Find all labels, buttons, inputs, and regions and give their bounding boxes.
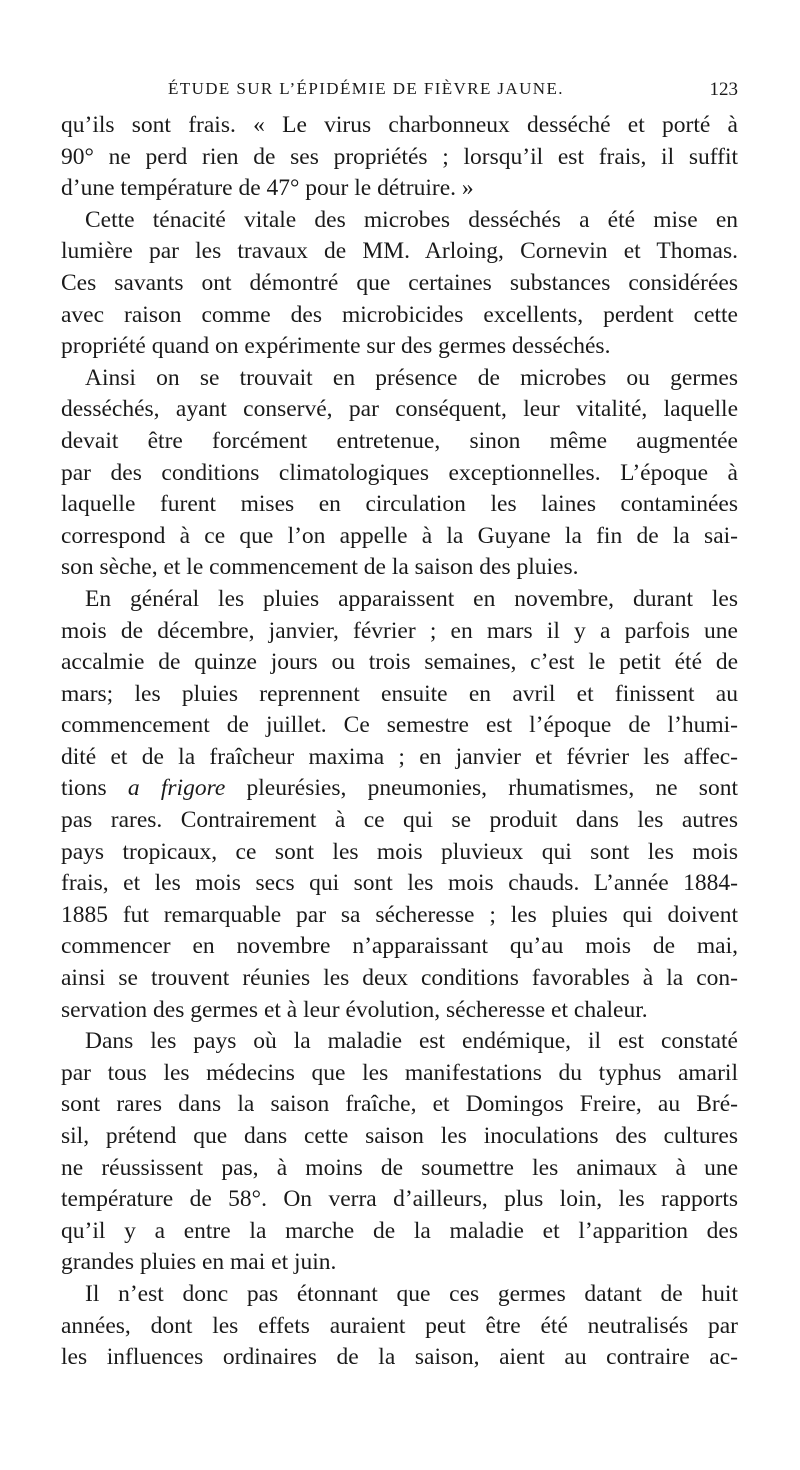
page-header	[168, 79, 738, 105]
text-line: 90° ne perd rien de ses propriétés ; lorsqu’il est frais, il suffit	[61, 143, 738, 170]
text-line: qu’ils sont frais. « Le virus charbonneux desséché et porté à	[61, 112, 738, 138]
text-line: commencement de juillet. Ce semestre est l’époque de l’humi-	[61, 712, 738, 739]
text-line: lumière par les travaux de MM. Arloing, Cornevin et Thomas.	[61, 238, 738, 265]
text-line: qu’il y a entre la marche de la maladie et l’apparition des	[61, 1217, 738, 1244]
text-line: ne réussissent pas, à moins de soumettre les animaux à une	[61, 1154, 738, 1181]
text-line: dité et de la fraîcheur maxima ; en janvier et février les affec-	[61, 743, 738, 770]
text-line: 1885 fut remarquable par sa sécheresse ; les pluies qui doivent	[61, 901, 738, 928]
text-line: température de 58°. On verra d’ailleurs, plus loin, les rapports	[61, 1186, 738, 1213]
text-line: Ainsi on se trouvait en présence de microbes ou germes	[85, 364, 738, 391]
text-line: accalmie de quinze jours ou trois semaines, c’est le petit été de	[61, 649, 738, 676]
text-line: sil, prétend que dans cette saison les inoculations des cultures	[61, 1123, 738, 1149]
text-line: servation des germes et à leur évolution, sécheresse et chaleur.	[61, 996, 648, 1023]
text-line: ainsi se trouvent réunies les deux conditions favorables à la con-	[61, 965, 738, 992]
text-line	[61, 773, 738, 805]
text-line: pas rares. Contrairement à ce qui se produit dans les autres	[61, 807, 738, 834]
text-line: frais, et les mois secs qui sont les mois chauds. L’année 1884-	[61, 870, 738, 897]
text-line: propriété quand on expérimente sur des germes desséchés.	[61, 333, 611, 360]
text-line: Cette ténacité vitale des microbes desséchés a été mise en	[85, 206, 738, 233]
text-line: sont rares dans la saison fraîche, et Domingos Freire, au Bré-	[61, 1091, 738, 1118]
text-line: années, dont les effets auraient peut être été neutralisés par	[61, 1312, 738, 1339]
text-line: commencer en novembre n’apparaissant qu’au mois de mai,	[61, 933, 738, 960]
text-line: pays tropicaux, ce sont les mois pluvieux qui sont les mois	[61, 838, 738, 865]
text-line: laquelle furent mises en circulation les laines contaminées	[61, 491, 738, 518]
text-line: Il n’est donc pas étonnant que ces germes datant de huit	[85, 1280, 738, 1307]
text-line: par tous les médecins que les manifestations du typhus amaril	[61, 1059, 738, 1086]
text-line: desséchés, ayant conservé, par conséquent, leur vitalité, laquelle	[61, 396, 738, 423]
text-line: avec raison comme des microbicides excellents, perdent cette	[61, 301, 738, 328]
italic-phrase: a frigore	[127, 775, 226, 802]
text-line: devait être forcément entretenue, sinon même augmentée	[61, 427, 738, 454]
running-title: ÉTUDE SUR L’ÉPIDÉMIE DE FIÈVRE JAUNE.	[168, 79, 564, 98]
text-line: les influences ordinaires de la saison, aient au contraire ac-	[61, 1344, 738, 1371]
text-segment: pleurésies, pneumonies, rhumatismes, ne sont	[225, 775, 738, 802]
body-text	[61, 110, 738, 1374]
text-line: Dans les pays où la maladie est endémique, il est constaté	[85, 1028, 738, 1055]
text-line: grandes pluies en mai et juin.	[61, 1249, 337, 1276]
text-line: En général les pluies apparaissent en novembre, durant les	[85, 585, 738, 612]
text-line: mars; les pluies reprennent ensuite en avril et finissent au	[61, 680, 738, 707]
text-segment: tions	[61, 775, 128, 802]
text-line: son sèche, et le commencement de la saison des pluies.	[61, 554, 579, 581]
text-line: par des conditions climatologiques exceptionnelles. L’époque à	[61, 459, 738, 486]
text-line: mois de décembre, janvier, février ; en mars il y a parfois une	[61, 617, 738, 644]
page-number: 123	[709, 79, 738, 100]
text-line: Ces savants ont démontré que certaines substances considérées	[61, 269, 738, 296]
text-line: correspond à ce que l’on appelle à la Guyane la fin de la sai-	[61, 522, 738, 549]
text-line: d’une température de 47° pour le détruire. »	[61, 175, 474, 202]
